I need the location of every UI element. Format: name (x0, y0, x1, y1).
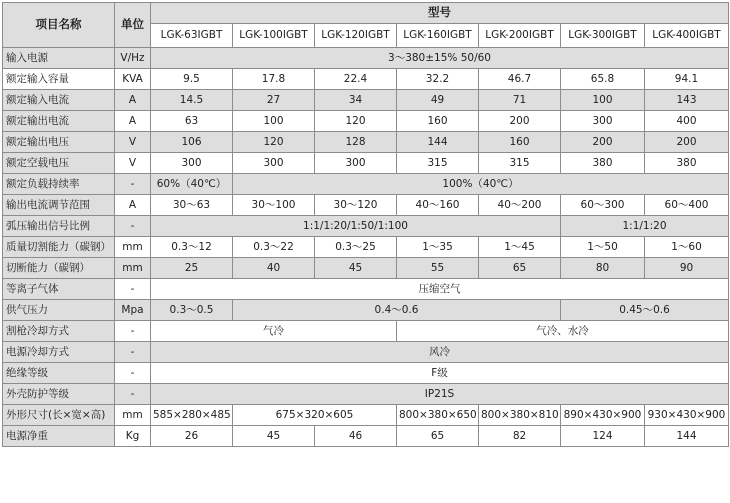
cell: 1～50 (561, 237, 645, 258)
spec-table (2, 2, 729, 447)
row-unit: - (115, 342, 151, 363)
cell: 144 (397, 132, 479, 153)
model-100: LGK-100IGBT (233, 24, 315, 48)
cell: 65 (397, 426, 479, 447)
row-protection-class (3, 384, 729, 405)
cell: 120 (315, 111, 397, 132)
row-unit: - (115, 363, 151, 384)
cell: 124 (561, 426, 645, 447)
cell: 46.7 (479, 69, 561, 90)
cell: 80 (561, 258, 645, 279)
row-arc-voltage-ratio (3, 216, 729, 237)
cell: 14.5 (151, 90, 233, 111)
cell: 82 (479, 426, 561, 447)
row-unit: V (115, 153, 151, 174)
cell: 30～100 (233, 195, 315, 216)
cell: 100%（40℃） (233, 174, 729, 195)
cell: 1～45 (479, 237, 561, 258)
cell: 400 (645, 111, 729, 132)
row-label: 电源冷却方式 (3, 342, 115, 363)
cell: 380 (645, 153, 729, 174)
cell: 300 (233, 153, 315, 174)
cell: 0.45～0.6 (561, 300, 729, 321)
row-unit: - (115, 174, 151, 195)
row-label: 弧压输出信号比例 (3, 216, 115, 237)
row-unit: - (115, 279, 151, 300)
header-item-name: 项目名称 (3, 3, 115, 48)
header-model: 型号 (151, 3, 729, 24)
row-plasma-gas (3, 279, 729, 300)
cell: 106 (151, 132, 233, 153)
model-300: LGK-300IGBT (561, 24, 645, 48)
row-rated-noload-voltage (3, 153, 729, 174)
cell: 143 (645, 90, 729, 111)
cell: 压缩空气 (151, 279, 729, 300)
row-unit: mm (115, 258, 151, 279)
row-label: 额定输出电压 (3, 132, 115, 153)
row-label: 输出电流调节范围 (3, 195, 115, 216)
cell: 1～35 (397, 237, 479, 258)
row-rated-output-current (3, 111, 729, 132)
cell: 26 (151, 426, 233, 447)
cell: 800×380×810 (479, 405, 561, 426)
row-unit: Kg (115, 426, 151, 447)
cell: 0.3～12 (151, 237, 233, 258)
cell: 675×320×605 (233, 405, 397, 426)
cell: 22.4 (315, 69, 397, 90)
row-label: 质量切割能力（碳钢） (3, 237, 115, 258)
row-unit: A (115, 195, 151, 216)
cell: 风冷 (151, 342, 729, 363)
row-label: 输入电源 (3, 48, 115, 69)
cell: 71 (479, 90, 561, 111)
cell: 100 (561, 90, 645, 111)
row-dimensions (3, 405, 729, 426)
row-current-range (3, 195, 729, 216)
cell: 90 (645, 258, 729, 279)
cell: 160 (479, 132, 561, 153)
cell: 200 (561, 132, 645, 153)
cell: 315 (397, 153, 479, 174)
row-quality-cut (3, 237, 729, 258)
header-unit: 单位 (115, 3, 151, 48)
model-400: LGK-400IGBT (645, 24, 729, 48)
row-insulation-class (3, 363, 729, 384)
cell: 30～63 (151, 195, 233, 216)
row-label: 外壳防护等级 (3, 384, 115, 405)
row-unit: V/Hz (115, 48, 151, 69)
cell: 1～60 (645, 237, 729, 258)
cell: 65.8 (561, 69, 645, 90)
row-label: 等离子气体 (3, 279, 115, 300)
row-label: 额定负载持续率 (3, 174, 115, 195)
cell: 60～300 (561, 195, 645, 216)
row-label: 电源净重 (3, 426, 115, 447)
cell: 27 (233, 90, 315, 111)
row-severance-cut (3, 258, 729, 279)
cell: 1:1/1:20/1:50/1:100 (151, 216, 561, 237)
cell: 120 (233, 132, 315, 153)
cell: 气冷、水冷 (397, 321, 729, 342)
cell: 890×430×900 (561, 405, 645, 426)
row-value: 3～380±15% 50/60 (151, 48, 729, 69)
cell: 380 (561, 153, 645, 174)
model-63: LGK-63IGBT (151, 24, 233, 48)
row-label: 额定输出电流 (3, 111, 115, 132)
cell: 100 (233, 111, 315, 132)
row-unit: - (115, 384, 151, 405)
row-unit: Mpa (115, 300, 151, 321)
cell: 60%（40℃） (151, 174, 233, 195)
cell: 930×430×900 (645, 405, 729, 426)
row-label: 切断能力（碳钢） (3, 258, 115, 279)
cell: 0.3～25 (315, 237, 397, 258)
cell: 60～400 (645, 195, 729, 216)
cell: 32.2 (397, 69, 479, 90)
cell: 30～120 (315, 195, 397, 216)
cell: 40～160 (397, 195, 479, 216)
cell: 144 (645, 426, 729, 447)
cell: 40 (233, 258, 315, 279)
row-label: 外形尺寸(长×宽×高) (3, 405, 115, 426)
cell: 300 (561, 111, 645, 132)
row-label: 绝缘等级 (3, 363, 115, 384)
row-unit: - (115, 321, 151, 342)
row-label: 割枪冷却方式 (3, 321, 115, 342)
row-power-cooling (3, 342, 729, 363)
cell: 气冷 (151, 321, 397, 342)
cell: 200 (479, 111, 561, 132)
cell: 0.4～0.6 (233, 300, 561, 321)
row-duty-cycle (3, 174, 729, 195)
cell: 300 (151, 153, 233, 174)
row-unit: KVA (115, 69, 151, 90)
cell: 65 (479, 258, 561, 279)
model-200: LGK-200IGBT (479, 24, 561, 48)
model-120: LGK-120IGBT (315, 24, 397, 48)
cell: 55 (397, 258, 479, 279)
row-gas-pressure (3, 300, 729, 321)
row-rated-output-voltage (3, 132, 729, 153)
cell: 800×380×650 (397, 405, 479, 426)
cell: 0.3～22 (233, 237, 315, 258)
cell: 46 (315, 426, 397, 447)
row-label: 额定空载电压 (3, 153, 115, 174)
cell: 63 (151, 111, 233, 132)
cell: 17.8 (233, 69, 315, 90)
cell: F级 (151, 363, 729, 384)
row-label: 供气压力 (3, 300, 115, 321)
cell: 300 (315, 153, 397, 174)
cell: 9.5 (151, 69, 233, 90)
model-160: LGK-160IGBT (397, 24, 479, 48)
cell: 585×280×485 (151, 405, 233, 426)
cell: 49 (397, 90, 479, 111)
cell: 160 (397, 111, 479, 132)
cell: 315 (479, 153, 561, 174)
cell: IP21S (151, 384, 729, 405)
cell: 94.1 (645, 69, 729, 90)
row-label: 额定输入电流 (3, 90, 115, 111)
row-unit: V (115, 132, 151, 153)
cell: 128 (315, 132, 397, 153)
cell: 25 (151, 258, 233, 279)
row-label: 额定输入容量 (3, 69, 115, 90)
cell: 1:1/1:20 (561, 216, 729, 237)
row-input-power (3, 48, 729, 69)
cell: 0.3～0.5 (151, 300, 233, 321)
cell: 45 (233, 426, 315, 447)
row-unit: mm (115, 237, 151, 258)
row-unit: A (115, 90, 151, 111)
row-unit: mm (115, 405, 151, 426)
row-torch-cooling (3, 321, 729, 342)
cell: 34 (315, 90, 397, 111)
row-unit: - (115, 216, 151, 237)
row-rated-input-capacity (3, 69, 729, 90)
cell: 200 (645, 132, 729, 153)
cell: 40～200 (479, 195, 561, 216)
cell: 45 (315, 258, 397, 279)
row-net-weight (3, 426, 729, 447)
row-rated-input-current (3, 90, 729, 111)
row-unit: A (115, 111, 151, 132)
